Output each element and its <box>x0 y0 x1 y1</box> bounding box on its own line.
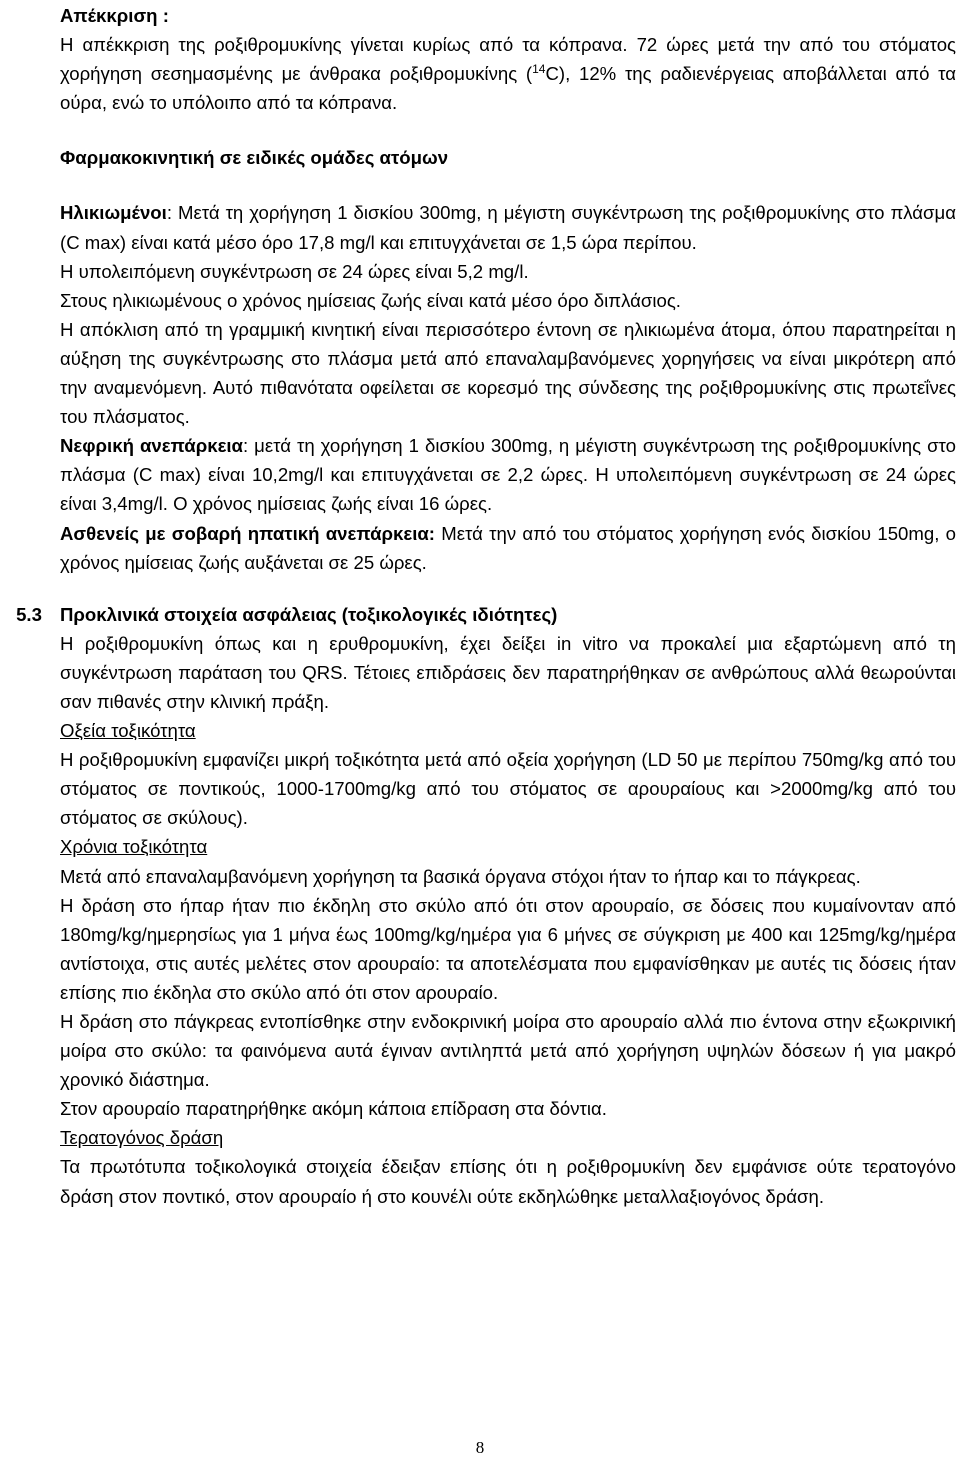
acute-toxicity-text: Η ροξιθρομυκίνη εμφανίζει μικρή τοξικότητα μετά από οξεία χορήγηση (LD 50 με περίπου 750mg/kg από του στόματος σε ποντικούς, 1000-1700mg/kg από του στόματος σε αρουραίους και >2000mg/kg από του στόματος σε σκύλους). <box>60 749 956 829</box>
hepatic-label: Ασθενείς με σοβαρή ηπατική ανεπάρκεια: <box>60 522 435 544</box>
teratogenicity-text: Τα πρωτότυπα τοξικολογικά στοιχεία έδειξαν επίσης ότι η ροξιθρομυκίνη δεν εμφάνισε ούτε τερατογόνο δράση στον ποντικό, στον αρουραίο ή στο κουνέλι ούτε εκδηλώθηκε μεταλλαξιογόνος δράση. <box>60 1156 956 1207</box>
section-number: 5.3 <box>16 603 42 625</box>
chronic-toxicity-heading: Χρόνια τοξικότητα <box>60 836 208 858</box>
page-number: 8 <box>475 1438 485 1457</box>
elderly-label: Ηλικιωμένοι <box>60 202 167 224</box>
chronic-toxicity-text-1: Μετά από επαναλαμβανόμενη χορήγηση τα βασικά όργανα στόχοι ήταν το ήπαρ και το πάγκρεας. <box>60 865 861 887</box>
chronic-toxicity-text-3: Η δράση στο πάγκρεας εντοπίσθηκε στην ενδοκρινική μοίρα στο αρουραίο αλλά πιο έντονα στην εξωκρινική μοίρα στο σκύλο: τα φαινόμενα αυτά έγιναν αντιληπτά μετά από χορήγηση υψηλών δόσεων ή για μακρό χρονικό διάστημα. <box>60 1011 956 1091</box>
acute-toxicity-heading: Οξεία τοξικότητα <box>60 720 196 742</box>
excretion-heading: Απέκκριση : <box>60 5 169 26</box>
isotope-superscript: 14 <box>532 62 546 77</box>
renal-paragraph <box>60 431 956 518</box>
hepatic-paragraph <box>60 519 956 577</box>
chronic-toxicity-text-2: Η δράση στο ήπαρ ήταν πιο έκδηλη στο σκύλο από ότι στον αρουραίο, σε δόσεις που κυμαίνονταν από 180mg/kg/ημερησίως για 1 μήνα έως 100mg/kg/ημέρα για 6 μήνες σε σύγκριση με 400 και 125mg/kg/ημέρα αντίστοιχα, στις αυτές μελέτες στον αρουραίο: τα αποτελέσματα που εμφανίσθηκαν με αυτές τις δόσεις ήταν επίσης πιο έκδηλα στο σκύλο από ότι στον αρουραίο. <box>60 894 956 1003</box>
elderly-paragraph <box>60 198 956 256</box>
renal-text: : μετά τη χορήγηση 1 δισκίου 300mg, η μέγιστη συγκέντρωση της ροξιθρομυκίνης στο πλάσμα (C max) είναι 10,2mg/l και επιτυγχάνεται σε 2,2 ώρες. Η υπολειπόμενη συγκέντρωση σε 24 ώρες είναι 3,4mg/l. Ο χρόνος ημίσειας ζωής είναι 16 ώρες. <box>60 435 956 515</box>
document-page <box>16 0 956 1211</box>
special-groups-heading: Φαρμακοκινητική σε ειδικές ομάδες ατόμων <box>60 147 449 169</box>
preclinical-intro: Η ροξιθρομυκίνη όπως και η ερυθρομυκίνη, έχει δείξει in vitro να προκαλεί μια εξαρτώμενη από τη συγκέντρωση παράταση του QRS. Τέτοιες επιδράσεις δεν παρατηρήθηκαν σε ανθρώπους αλλά θεωρούνται σαν πιθανές στην κλινική πράξη. <box>60 632 956 712</box>
elderly-half-life-text: Στους ηλικιωμένους ο χρόνος ημίσειας ζωής είναι κατά μέσο όρο διπλάσιος. <box>60 289 681 311</box>
elderly-text: : Μετά τη χορήγηση 1 δισκίου 300mg, η μέγιστη συγκέντρωση της ροξιθρομυκίνης στο πλάσμα (C max) είναι κατά μέσο όρο 17,8 mg/l και επιτυγχάνεται σε 1,5 ώρα περίπου. <box>60 202 956 253</box>
excretion-paragraph <box>60 30 956 117</box>
section-5-3-heading <box>16 600 956 629</box>
renal-label: Νεφρική ανεπάρκεια <box>60 435 243 457</box>
linear-kinetics-deviation-text: Η απόκλιση από τη γραμμική κινητική είναι περισσότερο έντονη σε ηλικιωμένα άτομα, όπου παρατηρείται η αύξηση της συγκέντρωσης στο πλάσμα μετά από επαναλαμβανόμενες χορηγήσεις να είναι μικρότερη από την αναμενόμενη. Αυτό πιθανότατα οφείλεται σε κορεσμό της σύνδεσης της ροξιθρομυκίνης στις πρωτεΐνες του πλάσματος. <box>60 318 956 428</box>
excretion-text-a: Η απέκκριση της ροξιθρομυκίνης γίνεται κυρίως από τα κόπρανα. 72 ώρες μετά την από του στόματος χορήγηση σεσημασμένης με άνθρακα ροξιθρομυκίνης ( <box>60 34 956 85</box>
hepatic-text: Μετά την από του στόματος χορήγηση ενός δισκίου 150mg, ο χρόνος ημίσειας ζωής αυξάνεται σε 25 ώρες. <box>60 522 956 573</box>
residual-concentration-text: Η υπολειπόμενη συγκέντρωση σε 24 ώρες είναι 5,2 mg/l. <box>60 260 529 282</box>
section-title: Προκλινικά στοιχεία ασφάλειας (τοξικολογικές ιδιότητες) <box>60 603 558 625</box>
excretion-text-b: C), 12% της ραδιενέργειας αποβάλλεται από τα ούρα, ενώ το υπόλοιπο από τα κόπρανα. <box>60 63 956 114</box>
teratogenicity-heading: Τερατογόνος δράση <box>60 1127 224 1149</box>
chronic-toxicity-text-4: Στον αρουραίο παρατηρήθηκε ακόμη κάποια επίδραση στα δόντια. <box>60 1098 607 1120</box>
